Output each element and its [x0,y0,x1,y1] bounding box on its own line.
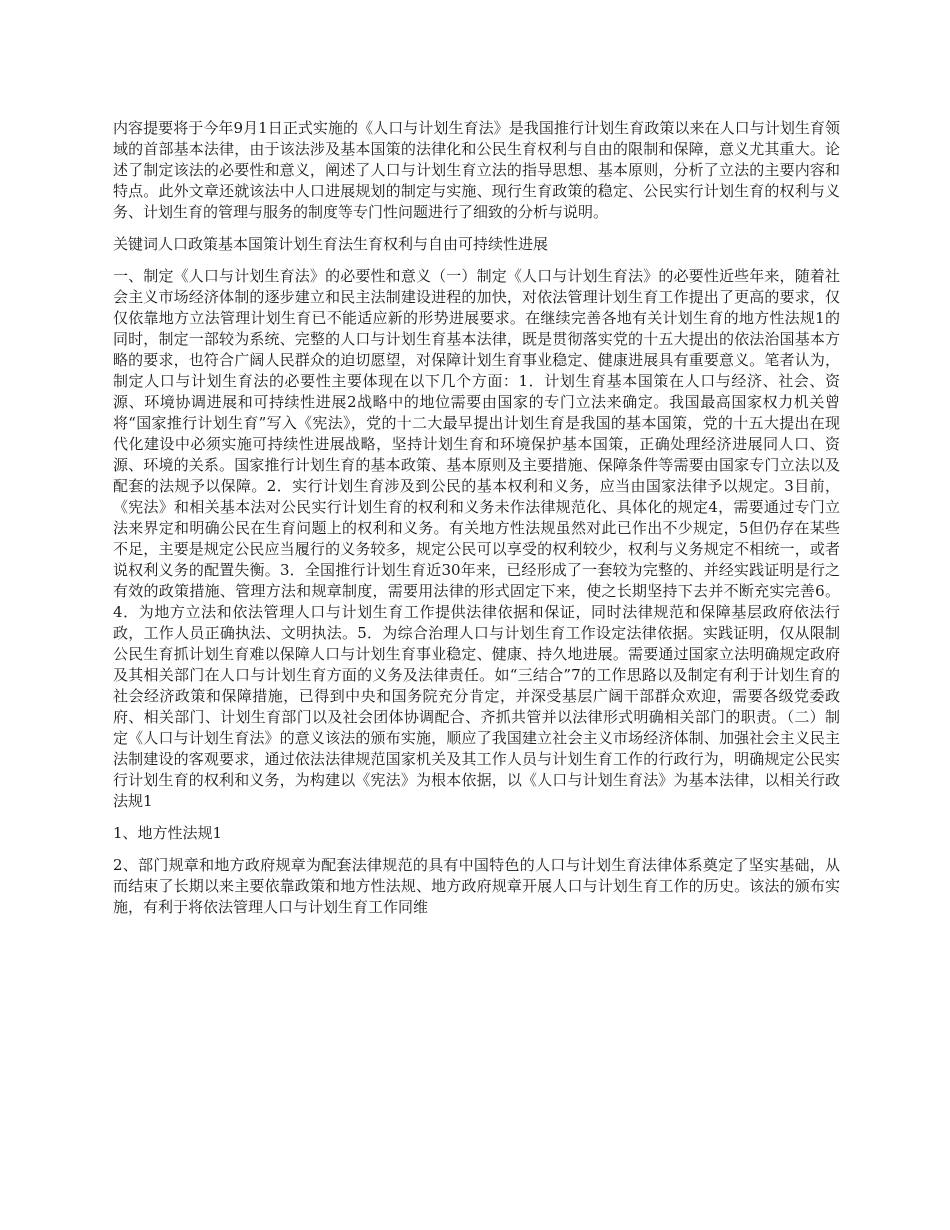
abstract-paragraph: 内容提要将于今年9月1日正式实施的《人口与计划生育法》是我国推行计划生育政策以来在人口与计划生育领域的首部基本法律，由于该法涉及基本国策的法律化和公民生育权利与自由的限制和保障，意义尤其重大。论述了制定该法的必要性和意义，阐述了人口与计划生育立法的指导思想、基本原则，分析了立法的主要内容和特点。此外文章还就该法中人口进展规划的制定与实施、现行生育政策的稳定、公民实行计划生育的权利与义务、计划生育的管理与服务的制度等专门性问题进行了细致的分析与说明。 [113,119,840,221]
list-item-paragraph: 1、地方性法规1 [113,824,223,842]
keywords-paragraph: 关键词人口政策基本国策计划生育法生育权利与自由可持续性进展 [113,235,549,253]
body-paragraph: 一、制定《人口与计划生育法》的必要性和意义（一）制定《人口与计划生育法》的必要性近些年来，随着社会主义市场经济体制的逐步建立和民主法制建设进程的加快，对依法管理计划生育工作提出了更高的要求，仅仅依靠地方立法管理计划生育已不能适应新的形势进展要求。在继续完善各地有关计划生育的地方性法规1的同时，制定一部较为系统、完整的人口与计划生育基本法律，既是贯彻落实党的十五大提出的依法治国基本方略的要求，也符合广阔人民群众的迫切愿望，对保障计划生育事业稳定、健康进展具有重要意义。笔者认为，制定人口与计划生育法的必要性主要体现在以下几个方面：1．计划生育基本国策在人口与经济、社会、资源、环境协调进展和可持续性进展2战略中的地位需要由国家的专门立法来确定。我国最高国家权力机关曾将“国家推行计划生育”写入《宪法》，党的十二大最早提出计划生育是我国的基本国策，党的十五大提出在现代化建设中必须实施可持续性进展战略，坚持计划生育和环境保护基本国策，正确处理经济进展同人口、资源、环境的关系。国家推行计划生育的基本政策、基本原则及主要措施、保障条件等需要由国家专门立法以及配套的法规予以保障。2．实行计划生育涉及到公民的基本权利和义务，应当由国家法律予以规定。3目前，《宪法》和相关基本法对公民实行计划生育的权利和义务未作法律规范化、具体化的规定4，需要通过专门立法来界定和明确公民在生育问题上的权利和义务。有关地方性法规虽然对此已作出不少规定，5但仍存在某些不足，主要是规定公民应当履行的义务较多，规定公民可以享受的权利较少，权利与义务规定不相统一，或者说权利义务的配置失衡。3．全国推行计划生育近30年来，已经形成了一套较为完整的、并经实践证明是行之有效的政策措施、管理方法和规章制度，需要用法律的形式固定下来，使之长期坚持下去并不断充实完善6。4．为地方立法和依法管理人口与计划生育工作提供法律依据和保证，同时法律规范和保障基层政府依法行政，工作人员正确执法、文明执法。5．为综合治理人口与计划生育工作设定法律依据。实践证明，仅从限制公民生育抓计划生育难以保障人口与计划生育事业稳定、健康、持久地进展。需要通过国家立法明确规定政府及其相关部门在人口与计划生育方面的义务及法律责任。如“三结合”7的工作思路以及制定有利于计划生育的社会经济政策和保障措施，已得到中央和国务院充分肯定，并深受基层广阔干部群众欢迎，需要各级党委政府、相关部门、计划生育部门以及社会团体协调配合、齐抓共管并以法律形式明确相关部门的职责。（二）制定《人口与计划生育法》的意义该法的颁布实施，顺应了我国建立社会主义市场经济体制、加强社会主义民主法制建设的客观要求，通过依法法律规范国家机关及其工作人员与计划生育工作的行政行为，明确规定公民实行计划生育的权利和义务，为构建以《宪法》为根本依据，以《人口与计划生育法》为基本法律，以相关行政法规1 [113,267,840,810]
document-body [113,118,840,929]
list-item-paragraph: 2、部门规章和地方政府规章为配套法律规范的具有中国特色的人口与计划生育法律体系奠定了坚实基础，从而结束了长期以来主要依靠政策和地方性法规、地方政府规章开展人口与计划生育工作的历史。该法的颁布实施，有利于将依法管理人口与计划生育工作同维 [113,856,840,916]
